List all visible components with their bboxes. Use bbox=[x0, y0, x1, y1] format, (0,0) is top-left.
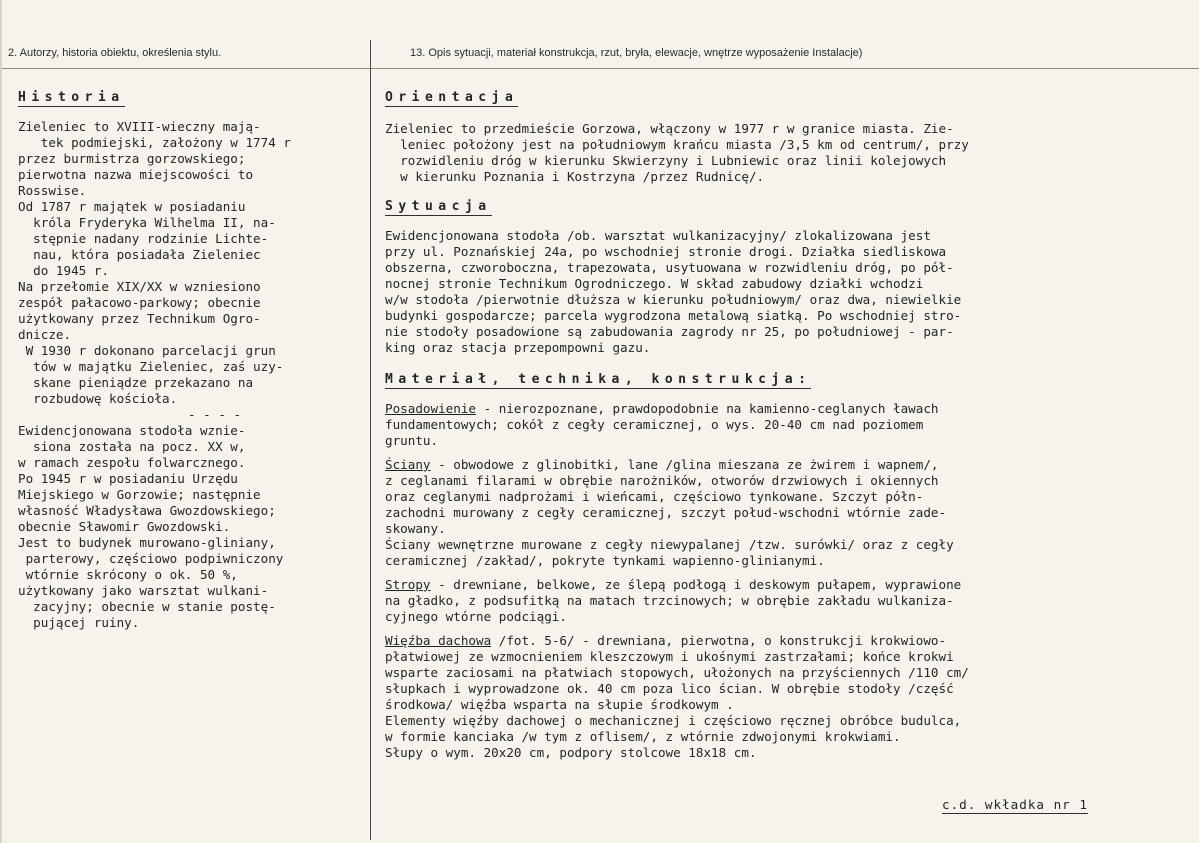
history-line: Od 1787 r majątek w posiadaniu bbox=[18, 199, 246, 214]
history-line: pującej ruiny. bbox=[18, 615, 140, 630]
history-line: Miejskiego w Gorzowie; następnie bbox=[18, 487, 261, 502]
roof-truss-line: Elementy więźby dachowej o mechanicznej i częściowo ręcznej obróbce budulca, bbox=[385, 713, 962, 728]
form-field-label-authors-history: 2. Autorzy, historia obiektu, określenia stylu. bbox=[8, 47, 222, 59]
roof-truss-line: w formie kanciaka /w tym z oflisem/, z wtórnie zdwojonymi krokwiami. bbox=[385, 729, 901, 744]
roof-truss-term: Więźba dachowa bbox=[385, 633, 492, 648]
history-line: W 1930 r dokonano parcelacji grun bbox=[18, 343, 276, 358]
situation-line: w/w stodoła /pierwotnie dłuższa w kierunku południowym/ oraz dwa, niewielkie bbox=[385, 292, 962, 307]
ceilings-line: - drewniane, belkowe, ze ślepą podłogą i deskowym pułapem, wyprawione bbox=[430, 577, 962, 592]
history-line: użytkowany jako warsztat wulkani- bbox=[18, 583, 269, 598]
description-column bbox=[385, 86, 969, 761]
history-line: Po 1945 r w posiadaniu Urzędu bbox=[18, 471, 238, 486]
walls-line: - obwodowe z glinobitki, lane /glina mieszana ze żwirem i wapnem/, bbox=[430, 457, 939, 472]
history-line: tów w majątku Zieleniec, zaś uzy- bbox=[18, 359, 284, 374]
history-line: w ramach zespołu folwarcznego. bbox=[18, 455, 246, 470]
walls-line: zachodni murowany z cegły ceramicznej, szczyt połud-wschodni wtórnie zade- bbox=[385, 505, 947, 520]
history-line: Jest to budynek murowano-gliniany, bbox=[18, 535, 276, 550]
section-separator: - - - - bbox=[188, 407, 242, 422]
situation-text bbox=[385, 228, 969, 356]
ceilings-section bbox=[385, 577, 969, 625]
material-heading: Materiał, technika, konstrukcja: bbox=[385, 372, 812, 387]
history-paragraph-1 bbox=[18, 119, 291, 407]
situation-line: przy ul. Poznańskiej 24a, po wschodniej stronie drogi. Działka siedliskowa bbox=[385, 244, 947, 259]
orientation-heading: Orientacja bbox=[385, 90, 519, 105]
history-line: stępnie nadany rodzinie Lichte- bbox=[18, 231, 269, 246]
history-line: pierwotna nazwa miejscowości to bbox=[18, 167, 254, 182]
situation-line: king oraz stacja przepompowni gazu. bbox=[385, 340, 651, 355]
history-line: tek podmiejski, założony w 1774 r bbox=[18, 135, 291, 150]
walls-line: z ceglanami filarami w obrębie narożników, otworów drzwiowych i okiennych bbox=[385, 473, 939, 488]
foundation-section bbox=[385, 401, 969, 449]
history-line: własność Władysława Gwozdowskiego; bbox=[18, 503, 276, 518]
situation-line: Ewidencjonowana stodoła /ob. warsztat wulkanizacyjny/ zlokalizowana jest bbox=[385, 228, 931, 243]
history-line: wtórnie skrócony o ok. 50 %, bbox=[18, 567, 238, 582]
history-line: nau, która posiadała Zieleniec bbox=[18, 247, 261, 262]
history-line: użytkowany przez Technikum Ogro- bbox=[18, 311, 261, 326]
situation-heading: Sytuacja bbox=[385, 199, 492, 214]
foundation-line: gruntu. bbox=[385, 433, 439, 448]
foundation-line: - nierozpoznane, prawdopodobnie na kamienno-ceglanych ławach bbox=[476, 401, 939, 416]
history-line: do 1945 r. bbox=[18, 263, 109, 278]
history-column bbox=[18, 86, 291, 631]
history-line: siona została na pocz. XX w, bbox=[18, 439, 246, 454]
foundation-line: fundamentowych; cokół z cegły ceramicznej, o wys. 20-40 cm nad poziomem bbox=[385, 417, 924, 432]
roof-truss-line: środkowa/ więźba wsparta na słupie środkowym . bbox=[385, 697, 734, 712]
continuation-note: c.d. wkładka nr 1 bbox=[942, 797, 1088, 812]
history-line: Rosswise. bbox=[18, 183, 87, 198]
situation-line: budynki gospodarcze; parcela wygrodzona metalową siatką. Po wschodniej stro- bbox=[385, 308, 962, 323]
history-line: dnicze. bbox=[18, 327, 72, 342]
ceilings-line: na gładko, z podsufitką na matach trzcinowych; w obrębie zakładu wulkaniza- bbox=[385, 593, 954, 608]
foundation-term: Posadowienie bbox=[385, 401, 476, 416]
roof-truss-line: słupkach i wyprowadzone ok. 40 cm poza lico ścian. W obrębie stodoły /część bbox=[385, 681, 954, 696]
situation-line: obszerna, czworoboczna, trapezowata, usytuowana w rozwidleniu dróg, po pół- bbox=[385, 260, 954, 275]
roof-truss-line: płatwiowej ze wzmocnieniem kleszczowym i ukośnymi zastrzałami; końce krokwi bbox=[385, 649, 954, 664]
walls-section bbox=[385, 457, 969, 569]
roof-truss-line: wsparte zaciosami na płatwiach stopowych, ułożonych na przyściennych /110 cm/ bbox=[385, 665, 969, 680]
ceilings-line: cyjnego wtórne podciągi. bbox=[385, 609, 567, 624]
history-line: Na przełomie XIX/XX w wzniesiono bbox=[18, 279, 261, 294]
column-divider bbox=[370, 40, 371, 840]
history-line: zespół pałacowo-parkowy; obecnie bbox=[18, 295, 261, 310]
situation-line: nie stodoły posadowione są zabudowania zagrody nr 25, po południowej - par- bbox=[385, 324, 954, 339]
history-line: Ewidencjonowana stodoła wznie- bbox=[18, 423, 246, 438]
roof-truss-line: /fot. 5-6/ - drewniana, pierwotna, o konstrukcji krokwiowo- bbox=[491, 633, 947, 648]
history-heading: Historia bbox=[18, 90, 125, 105]
form-field-label-description: 13. Opis sytuacji, materiał konstrukcja, rzut, bryła, elewacje, wnętrze wyposażenie Instalacje) bbox=[410, 47, 863, 59]
history-line: parterowy, częściowo podpiwniczony bbox=[18, 551, 284, 566]
orientation-text bbox=[385, 121, 969, 185]
situation-line: nocnej stronie Technikum Ogrodniczego. W skład zabudowy działki wchodzi bbox=[385, 276, 924, 291]
walls-line: oraz ceglanymi nadprożami i wieńcami, częściowo tynkowane. Szczyt półn- bbox=[385, 489, 924, 504]
orientation-line: rozwidleniu dróg w kierunku Skwierzyny i Lubniewic oraz linii kolejowych bbox=[385, 153, 947, 168]
roof-truss-section bbox=[385, 633, 969, 761]
orientation-line: Zieleniec to przedmieście Gorzowa, włączony w 1977 r w granice miasta. Zie- bbox=[385, 121, 954, 136]
history-paragraph-2 bbox=[18, 423, 291, 631]
orientation-line: w kierunku Poznania i Kostrzyna /przez Rudnicę/. bbox=[385, 169, 765, 184]
walls-term: Ściany bbox=[385, 457, 431, 472]
history-line: króla Fryderyka Wilhelma II, na- bbox=[18, 215, 276, 230]
header-divider bbox=[2, 68, 1199, 69]
walls-line: Ściany wewnętrzne murowane z cegły niewypalanej /tzw. surówki/ oraz z cegły bbox=[385, 537, 954, 552]
walls-line: skowany. bbox=[385, 521, 446, 536]
orientation-line: leniec położony jest na południowym krańcu miasta /3,5 km od centrum/, przy bbox=[385, 137, 969, 152]
history-line: skane pieniądze przekazano na bbox=[18, 375, 254, 390]
walls-line: ceramicznej /zakład/, pokryte tynkami wapienno-glinianymi. bbox=[385, 553, 825, 568]
history-line: rozbudowę kościoła. bbox=[18, 391, 178, 406]
history-line: przez burmistrza gorzowskiego; bbox=[18, 151, 246, 166]
history-line: Zieleniec to XVIII-wieczny mają- bbox=[18, 119, 261, 134]
roof-truss-line: Słupy o wym. 20x20 cm, podpory stolcowe 18x18 cm. bbox=[385, 745, 757, 760]
history-line: zacyjny; obecnie w stanie postę- bbox=[18, 599, 276, 614]
ceilings-term: Stropy bbox=[385, 577, 431, 592]
history-line: obecnie Sławomir Gwozdowski. bbox=[18, 519, 231, 534]
